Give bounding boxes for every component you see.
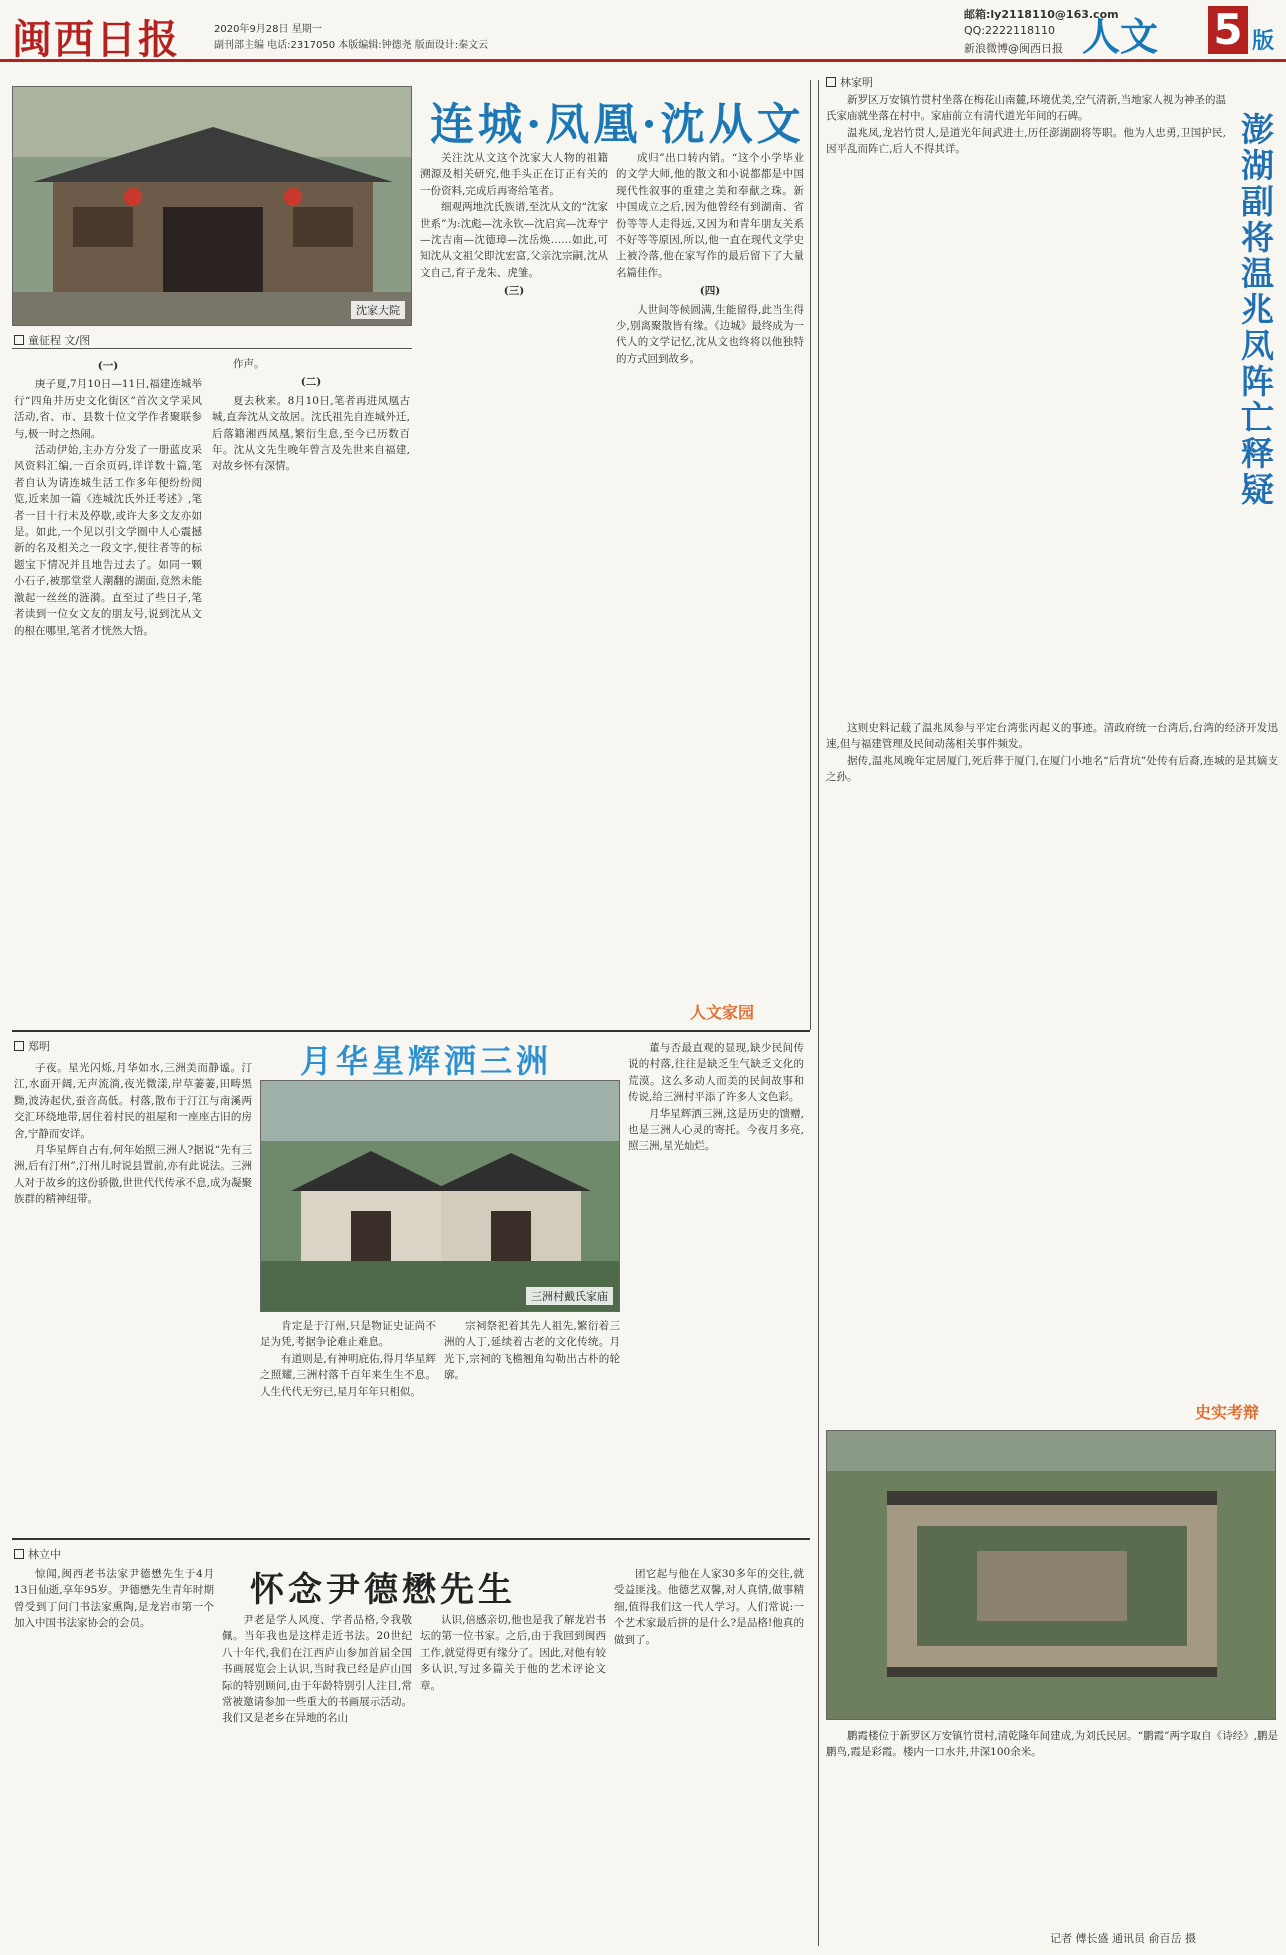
paragraph: 夏去秋来。8月10日,笔者再进凤凰古城,直奔沈从文故居。沈氏祖先自连城外迁,后落籍湘西凤凰,繁衍生息,至今已历数百年。沈从文先生晚年曾言及先世来自福建,对故乡怀有深情。 — [212, 394, 410, 473]
paragraph: 有道则是,有神明庇佑,得月华星辉之照耀,三洲村落千百年来生生不息。人生代代无穷已,星月年年只相似。 — [260, 1352, 436, 1398]
paragraph: 人世间等候圆满,生能留得,此当生得少,别离聚散皆有缘。《边城》最终成为一代人的文学记忆,沈从文也终将以他独特的方式回到故乡。 — [616, 303, 804, 365]
paragraph: 鹏霞楼位于新罗区万安镇竹贯村,清乾隆年间建成,为刘氏民居。“鹏霞”两字取自《诗经》,鹏是鹏鸟,霞是彩霞。楼内一口水井,井深100余米。 — [826, 1730, 1278, 1759]
paragraph: 尹老是学人风度、学者品格,令我敬佩。当年我也是这样走近书法。20世纪八十年代,我们在江西庐山参加首届全国书画展览会上认识,当时我已经是庐山国际的特别顾问,由于年龄特别引人注目,常常被邀请参加一些重大的书画展示活动。我们又是老乡在异地的名山 — [222, 1614, 412, 1725]
paragraph: 活动伊始,主办方分发了一册蓝皮采风资料汇编,一百余页码,详详数十篇,笔者自认为请连城生活工作多年便纷纷阅览,近来加一篇《连城沈氏外迁考述》,笔者一目十行未及停歇,或许大多文友亦如是。如此,一个见以引文学圈中人心震撼新的名及相关之一段文字,便往者等的标题宝下情况并且地告过去了。如同一颗小石子,被那堂堂人潮翻的湖面,竟然未能激起一丝丝的涟漪。直至过了些日子,笔者读到一位女文友的朋友号,说到沈从文的根在哪里,笔者才恍然大悟。 — [14, 444, 202, 637]
byline-text: 林家明 — [840, 76, 873, 89]
text-column-yuehua-2 — [260, 1318, 436, 1530]
section-number: (四) — [699, 285, 721, 298]
article-photo-village — [260, 1080, 620, 1312]
text-column-yinxian-3 — [420, 1612, 606, 1946]
article-divider — [12, 1538, 810, 1540]
text-column-liancheng-1 — [14, 356, 202, 1004]
column-rule — [810, 80, 811, 1030]
text-column-yuehua-1 — [14, 1060, 252, 1530]
contact-weibo: 新浪微博@闽西日报 — [964, 42, 1063, 55]
paragraph: 细观两地沈氏族谱,至沈从文的“沈家世系”为:沈彪—沈永钦—沈启宾—沈寿宁—沈吉南—沈德璋—沈岳焕……如此,可知沈从文祖父即沈宏富,父亲沈宗嗣,沈从文自己,育子龙朱、虎雏。 — [420, 201, 608, 279]
byline-text: 童征程 文/图 — [28, 334, 91, 347]
paragraph: 董与否最直观的显现,缺少民间传说的村落,往往是缺乏生气缺乏文化的荒漠。这么多动人而美的民间故事和传说,给三洲村平添了许多人文色彩。 — [628, 1042, 804, 1104]
text-column-yinxian-4 — [614, 1566, 804, 1946]
photo-caption: 沈家大院 — [351, 301, 405, 319]
text-column-yinxian-1 — [14, 1566, 214, 1946]
paragraph: 月华星辉自古有,何年始照三洲人?据说“先有三洲,后有汀州”,汀州儿时说县置前,亦有此说法。三洲人对于故乡的这份骄傲,世世代代传承不息,成为凝聚族群的精神纽带。 — [14, 1144, 252, 1206]
article-divider — [12, 1030, 810, 1032]
paragraph: 子夜。星光闪烁,月华如水,三洲美而静谧。汀江,水面开阔,无声流淌,夜光微漾,岸草萋萋,田畴黑黝,波涛起伏,蚕音高低。村落,散布于汀江与南溪两交汇环绕地带,居住着村民的祖屋和一座座古旧的房舍,宁静而安详。 — [14, 1062, 252, 1140]
paragraph: 据传,温兆凤晚年定居厦门,死后葬于厦门,在厦门小地名“后背坑”处传有后裔,连城的是其嫡支之孙。 — [826, 754, 1278, 784]
byline-square-icon — [14, 1041, 24, 1051]
paragraph: 关注沈从文这个沈家大人物的祖籍溯源及相关研究,他手头正在订正有关的一份资料,完成后再寄给笔者。 — [420, 152, 608, 197]
paragraph: 庚子夏,7月10日—11日,福建连城举行“四角井历史文化街区”首次文学采风活动,省、市、县数十位文学作者聚联参与,极一时之热闹。 — [14, 378, 202, 440]
section-label: 人文 — [1082, 15, 1159, 59]
newspaper-logo: 闽西日报 — [12, 16, 180, 63]
column-rule — [818, 80, 819, 1946]
byline-text: 林立中 — [28, 1548, 61, 1561]
closing-stamp-liancheng: 人文家园 — [690, 1003, 755, 1022]
page-suffix: 版 — [1252, 29, 1275, 54]
page-number: 5 — [1208, 6, 1248, 54]
text-column-liancheng-3 — [420, 150, 608, 1004]
editor-credits: 副刊部主编 电话:2317050 本版编辑:钟德尧 版面设计:秦文云 — [214, 40, 489, 51]
paragraph: 作声。 — [233, 358, 265, 370]
text-column-penghu-2 — [826, 720, 1278, 1080]
paragraph: 月华星辉洒三洲,这是历史的馈赠,也是三洲人心灵的寄托。今夜月多亮,照三洲,星光灿烂。 — [628, 1107, 804, 1153]
paragraph: 成归”出口转内销。“这个小学毕业的文学大师,他的散文和小说都都是中国现代性叙事的重建之美和奉献之珠。新中国成立之后,因为他曾经有到湖南、省份等等人走得远,又因为和青年朋友关系不好等等原因,所以,他一直在现代文学史上被冷落,他在家写作的最后留下了大量名篇佳作。 — [616, 152, 804, 279]
text-column-yuehua-3 — [444, 1318, 620, 1530]
byline-square-icon — [14, 1549, 24, 1559]
paragraph: 这则史料记载了温兆凤参与平定台湾张丙起义的事迹。清政府统一台湾后,台湾的经济开发迅速,但与福建管理及民间动荡相关事件频发。 — [826, 722, 1278, 751]
closing-stamp-penghu: 史实考辩 — [1195, 1403, 1260, 1422]
byline-square-icon — [14, 335, 24, 345]
article-photo-tulou — [826, 1430, 1276, 1720]
paragraph: 新罗区万安镇竹贯村坐落在梅花山南麓,环境优美,空气清新,当地家人视为神圣的温氏家庙就坐落在村中。家庙前立有清代道光年间的石碑。 — [826, 94, 1226, 123]
headline-yinxian: 怀念尹德懋先生 — [250, 1570, 516, 1610]
article-photo-courtyard — [12, 86, 412, 326]
paragraph: 宗祠祭祀着其先人祖先,繁衍着三洲的人丁,延续着古老的文化传统。月光下,宗祠的飞檐翘角勾勒出古朴的轮廓。 — [444, 1320, 620, 1382]
byline-text: 郑明 — [28, 1040, 50, 1053]
tulou-photo-illustration — [827, 1431, 1276, 1720]
paragraph: 肯定是于汀州,只是物证史证尚不足为凭,考据争论难止难息。 — [260, 1320, 436, 1349]
section-number: (一) — [97, 360, 119, 372]
section-number: (三) — [503, 285, 525, 298]
byline-square-icon — [826, 77, 836, 87]
headline-penghu: 澎湖副将温兆凤阵亡释疑 — [1236, 112, 1275, 508]
byline-liancheng — [14, 332, 90, 348]
text-column-penghu-3 — [826, 1728, 1278, 1918]
issue-date: 2020年9月28日 星期一 — [214, 24, 322, 35]
village-photo-illustration — [261, 1081, 620, 1312]
headline-yuehua: 月华星辉洒三洲 — [300, 1042, 553, 1080]
contact-email: 邮箱:ly2118110@163.com — [964, 8, 1119, 21]
courtyard-photo-illustration — [13, 87, 412, 326]
text-column-liancheng-4 — [616, 150, 804, 1004]
divider — [12, 348, 412, 349]
text-column-yuehua-4 — [628, 1040, 804, 1530]
byline-yuehua — [14, 1038, 50, 1054]
byline-penghu — [826, 74, 873, 90]
text-column-yinxian-2 — [222, 1612, 412, 1946]
headline-liancheng: 连城·凤凰·沈从文 — [430, 99, 805, 150]
section-number: (二) — [300, 376, 322, 389]
byline-yinxian — [14, 1546, 61, 1562]
paragraph: 惊闻,闽西老书法家尹德懋先生于4月13日仙逝,享年95岁。尹德懋先生青年时期曾受到丁问门书法家熏陶,是龙岩市第一个加入中国书法家协会的会员。 — [14, 1568, 214, 1630]
photo-caption: 三洲村戴氏家庙 — [526, 1287, 613, 1305]
contact-qq: QQ:2222118110 — [964, 24, 1056, 37]
photo-credit: 记者 傅长盛 通讯员 俞百岳 摄 — [1050, 1932, 1196, 1945]
text-column-penghu-1 — [826, 92, 1226, 692]
paragraph: 温兆凤,龙岩竹贯人,是道光年间武进士,历任澎湖副将等职。他为人忠勇,卫国护民,因平乱而阵亡,后人不得其详。 — [826, 126, 1226, 156]
masthead — [0, 0, 1286, 62]
paragraph: 团它起与他在人家30多年的交往,就受益匪浅。他德艺双馨,对人真情,做事精细,值得我们这一代人学习。人们常说:一个艺术家最后拼的是什么?是品格!他真的做到了。 — [614, 1568, 804, 1646]
paragraph: 认识,倍感亲切,他也是我了解龙岩书坛的第一位书家。之后,由于我回到闽西工作,就觉得更有缘分了。因此,对他有较多认识,写过多篇关于他的艺术评论文章。 — [420, 1614, 606, 1692]
text-column-liancheng-2 — [212, 356, 410, 1004]
